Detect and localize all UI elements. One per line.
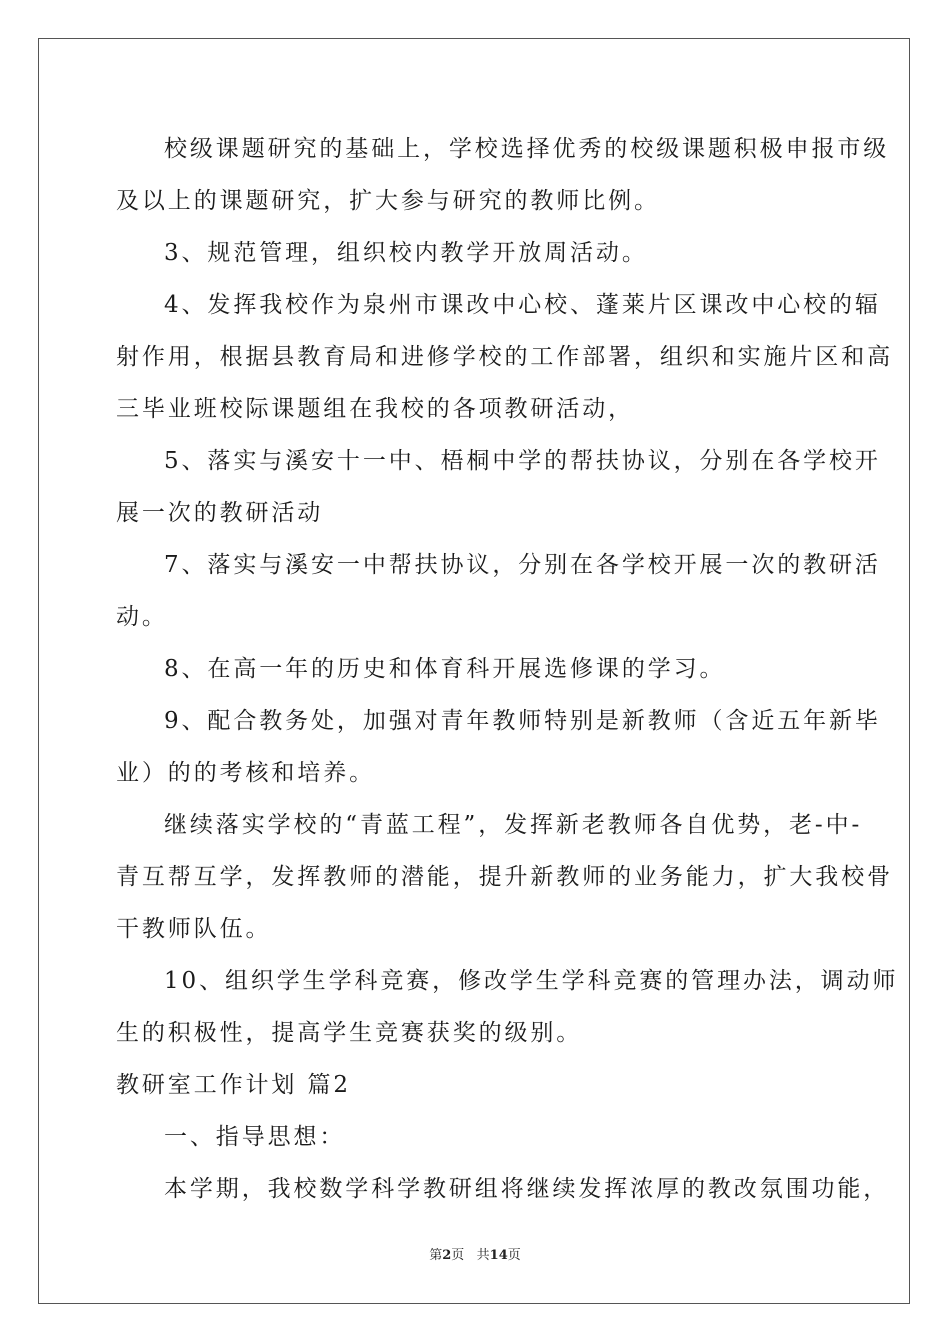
paragraph-line: 一、指导思想： [164,1124,346,1150]
footer-prefix: 第 [429,1248,443,1263]
paragraph-line: 本学期，我校数学科学教研组将继续发挥浓厚的教改氛围功能， [164,1176,890,1202]
paragraph-line: 7、落实与溪安一中帮扶协议，分别在各学校开展一次的教研活 [164,552,881,578]
paragraph-line: 干教师队伍。 [116,916,272,942]
footer-mid: 页 共 [451,1248,490,1263]
paragraph-line: 青互帮互学，发挥教师的潜能，提升新教师的业务能力，扩大我校骨 [116,864,893,890]
paragraph-line: 生的积极性，提高学生竞赛获奖的级别。 [116,1020,583,1046]
page-number-footer [0,1244,950,1263]
paragraph-line: 4、发挥我校作为泉州市课改中心校、蓬莱片区课改中心校的辐 [164,292,881,318]
paragraph-line: 8、在高一年的历史和体育科开展选修课的学习。 [164,656,726,682]
footer-suffix: 页 [507,1248,521,1263]
paragraph-line: 5、落实与溪安十一中、梧桐中学的帮扶协议，分别在各学校开 [164,448,881,474]
paragraph-line: 3、规范管理，组织校内教学开放周活动。 [164,240,648,266]
paragraph-line: 业）的的考核和培养。 [116,760,375,786]
paragraph-line: 射作用，根据县教育局和进修学校的工作部署，组织和实施片区和高 [116,344,893,370]
section-heading: 教研室工作计划 篇2 [116,1072,351,1098]
paragraph-line: 校级课题研究的基础上，学校选择优秀的校级课题积极申报市级 [164,136,890,162]
paragraph-line: 9、配合教务处，加强对青年教师特别是新教师（含近五年新毕 [164,708,881,734]
paragraph-line: 及以上的课题研究，扩大参与研究的教师比例。 [116,188,660,214]
paragraph-line: 三毕业班校际课题组在我校的各项教研活动， [116,396,634,422]
paragraph-line: 展一次的教研活动 [116,500,324,526]
paragraph-line: 继续落实学校的“青蓝工程”，发挥新老教师各自优势，老-中- [164,812,863,838]
total-page-number: 14 [489,1248,508,1263]
paragraph-line: 动。 [116,604,168,630]
paragraph-line: 10、组织学生学科竞赛，修改学生学科竞赛的管理办法，调动师 [164,968,899,994]
current-page-number: 2 [442,1248,452,1263]
